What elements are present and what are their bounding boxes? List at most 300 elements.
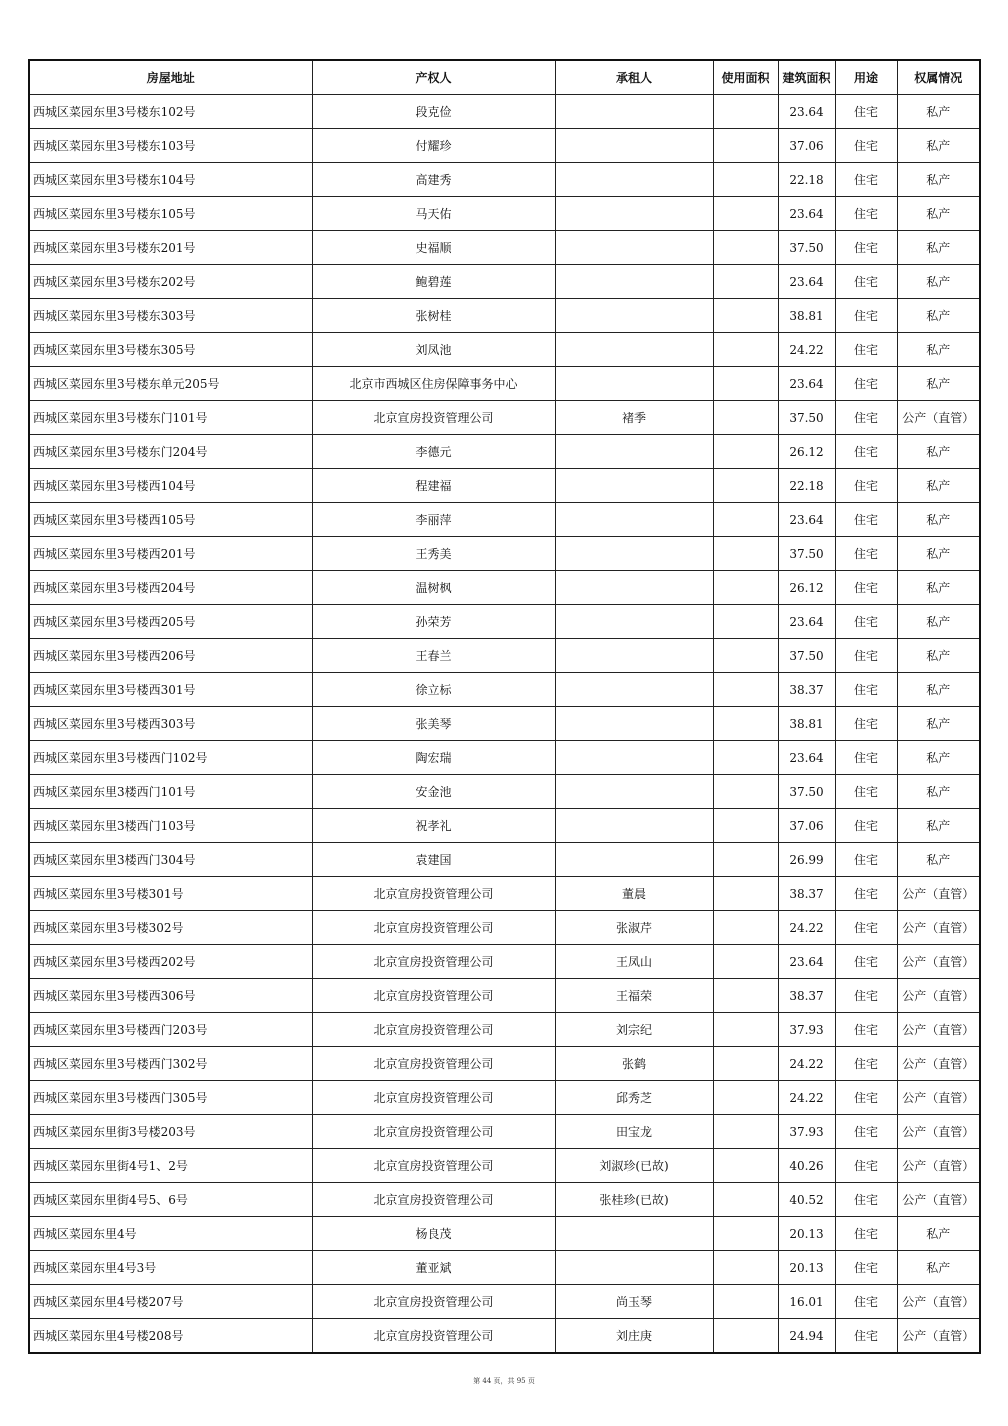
ownership-cell: 公产（直管）	[897, 1319, 980, 1354]
owner-cell: 王秀美	[312, 537, 555, 571]
table-row	[29, 945, 980, 979]
table-row	[29, 843, 980, 877]
ownership-cell: 私产	[897, 197, 980, 231]
table-row	[29, 1081, 980, 1115]
address-cell: 西城区菜园东里3号楼西301号	[29, 673, 312, 707]
owner-cell: 程建福	[312, 469, 555, 503]
owner-cell: 北京宣房投资管理公司	[312, 401, 555, 435]
address-cell: 西城区菜园东里3号楼西104号	[29, 469, 312, 503]
usage-cell: 住宅	[835, 945, 897, 979]
usage-cell: 住宅	[835, 1319, 897, 1354]
address-cell: 西城区菜园东里街4号1、2号	[29, 1149, 312, 1183]
ownership-cell: 私产	[897, 469, 980, 503]
owner-cell: 鲍碧莲	[312, 265, 555, 299]
owner-cell: 北京宣房投资管理公司	[312, 979, 555, 1013]
usage-cell: 住宅	[835, 1285, 897, 1319]
owner-cell: 徐立标	[312, 673, 555, 707]
usage-cell: 住宅	[835, 639, 897, 673]
tenant-cell	[555, 503, 713, 537]
tenant-cell: 刘宗纪	[555, 1013, 713, 1047]
tenant-cell	[555, 163, 713, 197]
usage-cell: 住宅	[835, 367, 897, 401]
owner-cell: 北京宣房投资管理公司	[312, 911, 555, 945]
address-cell: 西城区菜园东里4号	[29, 1217, 312, 1251]
address-cell: 西城区菜园东里3号楼西202号	[29, 945, 312, 979]
usage-cell: 住宅	[835, 163, 897, 197]
usage-cell: 住宅	[835, 1013, 897, 1047]
address-cell: 西城区菜园东里3号楼西303号	[29, 707, 312, 741]
table-row	[29, 163, 980, 197]
usable-area-cell	[713, 809, 778, 843]
usable-area-cell	[713, 1183, 778, 1217]
usage-cell: 住宅	[835, 537, 897, 571]
usable-area-cell	[713, 1081, 778, 1115]
ownership-cell: 私产	[897, 163, 980, 197]
tenant-cell: 王凤山	[555, 945, 713, 979]
usage-cell: 住宅	[835, 231, 897, 265]
usage-cell: 住宅	[835, 197, 897, 231]
tenant-cell	[555, 1217, 713, 1251]
table-row	[29, 741, 980, 775]
building-area-cell: 23.64	[778, 945, 835, 979]
owner-cell: 袁建国	[312, 843, 555, 877]
building-area-cell: 26.12	[778, 571, 835, 605]
tenant-cell	[555, 95, 713, 129]
building-area-cell: 38.81	[778, 299, 835, 333]
usable-area-cell	[713, 843, 778, 877]
address-cell: 西城区菜园东里3号楼西门102号	[29, 741, 312, 775]
tenant-cell: 董晨	[555, 877, 713, 911]
usable-area-cell	[713, 129, 778, 163]
address-cell: 西城区菜园东里3号楼西201号	[29, 537, 312, 571]
address-cell: 西城区菜园东里3号楼东门101号	[29, 401, 312, 435]
ownership-cell: 私产	[897, 605, 980, 639]
ownership-cell: 私产	[897, 843, 980, 877]
owner-cell: 李德元	[312, 435, 555, 469]
address-cell: 西城区菜园东里3号楼西306号	[29, 979, 312, 1013]
ownership-cell: 公产（直管）	[897, 1183, 980, 1217]
tenant-cell	[555, 197, 713, 231]
owner-cell: 段克俭	[312, 95, 555, 129]
usable-area-cell	[713, 979, 778, 1013]
building-area-cell: 23.64	[778, 605, 835, 639]
tenant-cell	[555, 707, 713, 741]
owner-cell: 史福顺	[312, 231, 555, 265]
usable-area-cell	[713, 231, 778, 265]
tenant-cell: 褚季	[555, 401, 713, 435]
usable-area-cell	[713, 435, 778, 469]
usage-cell: 住宅	[835, 1183, 897, 1217]
usable-area-cell	[713, 163, 778, 197]
tenant-cell: 刘庄庚	[555, 1319, 713, 1354]
usable-area-cell	[713, 571, 778, 605]
usable-area-cell	[713, 1217, 778, 1251]
tenant-cell	[555, 537, 713, 571]
usable-area-cell	[713, 537, 778, 571]
usable-area-cell	[713, 945, 778, 979]
usable-area-cell	[713, 367, 778, 401]
ownership-cell: 私产	[897, 1251, 980, 1285]
usable-area-cell	[713, 1047, 778, 1081]
building-area-cell: 23.64	[778, 265, 835, 299]
usable-area-cell	[713, 741, 778, 775]
owner-cell: 温树枫	[312, 571, 555, 605]
owner-cell: 孙荣芳	[312, 605, 555, 639]
tenant-cell	[555, 265, 713, 299]
table-row	[29, 1183, 980, 1217]
ownership-cell: 私产	[897, 367, 980, 401]
usable-area-cell	[713, 673, 778, 707]
address-cell: 西城区菜园东里3号楼西门302号	[29, 1047, 312, 1081]
tenant-cell: 张桂珍(已故)	[555, 1183, 713, 1217]
header-usable-area: 使用面积	[713, 60, 778, 95]
address-cell: 西城区菜园东里3号楼东202号	[29, 265, 312, 299]
usable-area-cell	[713, 95, 778, 129]
address-cell: 西城区菜园东里3号楼西门305号	[29, 1081, 312, 1115]
usage-cell: 住宅	[835, 1047, 897, 1081]
address-cell: 西城区菜园东里3号楼301号	[29, 877, 312, 911]
ownership-cell: 私产	[897, 809, 980, 843]
address-cell: 西城区菜园东里3号楼东单元205号	[29, 367, 312, 401]
owner-cell: 北京宣房投资管理公司	[312, 1013, 555, 1047]
address-cell: 西城区菜园东里3号楼东102号	[29, 95, 312, 129]
ownership-cell: 私产	[897, 775, 980, 809]
header-ownership: 权属情况	[897, 60, 980, 95]
building-area-cell: 40.52	[778, 1183, 835, 1217]
address-cell: 西城区菜园东里街3号楼203号	[29, 1115, 312, 1149]
table-row	[29, 469, 980, 503]
address-cell: 西城区菜园东里3号楼东103号	[29, 129, 312, 163]
building-area-cell: 26.99	[778, 843, 835, 877]
table-row	[29, 1319, 980, 1354]
tenant-cell	[555, 231, 713, 265]
ownership-cell: 私产	[897, 741, 980, 775]
usable-area-cell	[713, 1319, 778, 1354]
usable-area-cell	[713, 775, 778, 809]
tenant-cell	[555, 639, 713, 673]
ownership-cell: 私产	[897, 571, 980, 605]
ownership-cell: 公产（直管）	[897, 877, 980, 911]
usage-cell: 住宅	[835, 1251, 897, 1285]
usage-cell: 住宅	[835, 265, 897, 299]
ownership-cell: 私产	[897, 95, 980, 129]
ownership-cell: 公产（直管）	[897, 1047, 980, 1081]
tenant-cell: 尚玉琴	[555, 1285, 713, 1319]
building-area-cell: 20.13	[778, 1217, 835, 1251]
table-row	[29, 571, 980, 605]
owner-cell: 马天佑	[312, 197, 555, 231]
owner-cell: 北京宣房投资管理公司	[312, 877, 555, 911]
usage-cell: 住宅	[835, 571, 897, 605]
usage-cell: 住宅	[835, 1217, 897, 1251]
building-area-cell: 16.01	[778, 1285, 835, 1319]
building-area-cell: 23.64	[778, 197, 835, 231]
address-cell: 西城区菜园东里3号楼西门203号	[29, 1013, 312, 1047]
table-row	[29, 1217, 980, 1251]
owner-cell: 北京宣房投资管理公司	[312, 1081, 555, 1115]
ownership-cell: 私产	[897, 639, 980, 673]
usable-area-cell	[713, 707, 778, 741]
owner-cell: 北京宣房投资管理公司	[312, 1183, 555, 1217]
owner-cell: 陶宏瑞	[312, 741, 555, 775]
address-cell: 西城区菜园东里3楼西门101号	[29, 775, 312, 809]
ownership-cell: 私产	[897, 1217, 980, 1251]
usage-cell: 住宅	[835, 503, 897, 537]
usage-cell: 住宅	[835, 333, 897, 367]
tenant-cell	[555, 843, 713, 877]
table-row	[29, 877, 980, 911]
usage-cell: 住宅	[835, 605, 897, 639]
table-row	[29, 333, 980, 367]
table-row	[29, 1149, 980, 1183]
address-cell: 西城区菜园东里3楼西门103号	[29, 809, 312, 843]
header-address: 房屋地址	[29, 60, 312, 95]
tenant-cell	[555, 129, 713, 163]
table-row	[29, 911, 980, 945]
ownership-cell: 公产（直管）	[897, 1081, 980, 1115]
usable-area-cell	[713, 401, 778, 435]
address-cell: 西城区菜园东里3号楼西206号	[29, 639, 312, 673]
tenant-cell	[555, 605, 713, 639]
table-row	[29, 1115, 980, 1149]
table-row	[29, 265, 980, 299]
tenant-cell	[555, 673, 713, 707]
table-row	[29, 367, 980, 401]
building-area-cell: 40.26	[778, 1149, 835, 1183]
usage-cell: 住宅	[835, 299, 897, 333]
owner-cell: 北京宣房投资管理公司	[312, 1047, 555, 1081]
owner-cell: 杨良茂	[312, 1217, 555, 1251]
tenant-cell	[555, 775, 713, 809]
tenant-cell: 王福荣	[555, 979, 713, 1013]
owner-cell: 李丽萍	[312, 503, 555, 537]
tenant-cell	[555, 333, 713, 367]
tenant-cell: 田宝龙	[555, 1115, 713, 1149]
ownership-cell: 公产（直管）	[897, 1013, 980, 1047]
building-area-cell: 37.50	[778, 231, 835, 265]
table-body	[29, 95, 980, 1354]
table-row	[29, 1013, 980, 1047]
header-building-area: 建筑面积	[778, 60, 835, 95]
usable-area-cell	[713, 605, 778, 639]
tenant-cell	[555, 741, 713, 775]
ownership-cell: 公产（直管）	[897, 1149, 980, 1183]
owner-cell: 刘凤池	[312, 333, 555, 367]
usage-cell: 住宅	[835, 435, 897, 469]
usable-area-cell	[713, 1013, 778, 1047]
property-table	[28, 59, 981, 1354]
usable-area-cell	[713, 299, 778, 333]
table-row	[29, 707, 980, 741]
header-usage: 用途	[835, 60, 897, 95]
address-cell: 西城区菜园东里3号楼东305号	[29, 333, 312, 367]
building-area-cell: 37.50	[778, 537, 835, 571]
tenant-cell	[555, 571, 713, 605]
tenant-cell	[555, 299, 713, 333]
usage-cell: 住宅	[835, 1115, 897, 1149]
table-row	[29, 503, 980, 537]
tenant-cell: 张淑芹	[555, 911, 713, 945]
usage-cell: 住宅	[835, 95, 897, 129]
owner-cell: 北京宣房投资管理公司	[312, 1285, 555, 1319]
building-area-cell: 24.22	[778, 333, 835, 367]
usable-area-cell	[713, 1115, 778, 1149]
table-row	[29, 435, 980, 469]
header-owner: 产权人	[312, 60, 555, 95]
building-area-cell: 24.22	[778, 1081, 835, 1115]
ownership-cell: 公产（直管）	[897, 401, 980, 435]
table-row	[29, 673, 980, 707]
building-area-cell: 37.50	[778, 639, 835, 673]
building-area-cell: 23.64	[778, 741, 835, 775]
address-cell: 西城区菜园东里3号楼302号	[29, 911, 312, 945]
address-cell: 西城区菜园东里街4号5、6号	[29, 1183, 312, 1217]
address-cell: 西城区菜园东里3号楼西204号	[29, 571, 312, 605]
usable-area-cell	[713, 469, 778, 503]
usage-cell: 住宅	[835, 469, 897, 503]
table-row	[29, 605, 980, 639]
table-row	[29, 639, 980, 673]
usage-cell: 住宅	[835, 877, 897, 911]
building-area-cell: 37.50	[778, 775, 835, 809]
owner-cell: 张树桂	[312, 299, 555, 333]
tenant-cell	[555, 1251, 713, 1285]
building-area-cell: 24.94	[778, 1319, 835, 1354]
usable-area-cell	[713, 1251, 778, 1285]
usage-cell: 住宅	[835, 979, 897, 1013]
address-cell: 西城区菜园东里3号楼西205号	[29, 605, 312, 639]
usage-cell: 住宅	[835, 673, 897, 707]
building-area-cell: 26.12	[778, 435, 835, 469]
ownership-cell: 私产	[897, 707, 980, 741]
owner-cell: 王春兰	[312, 639, 555, 673]
address-cell: 西城区菜园东里4号楼208号	[29, 1319, 312, 1354]
page-footer: 第 44 页，共 95 页	[473, 1377, 535, 1385]
owner-cell: 安金池	[312, 775, 555, 809]
usable-area-cell	[713, 197, 778, 231]
header-tenant: 承租人	[555, 60, 713, 95]
usage-cell: 住宅	[835, 707, 897, 741]
usage-cell: 住宅	[835, 741, 897, 775]
usage-cell: 住宅	[835, 911, 897, 945]
ownership-cell: 公产（直管）	[897, 1115, 980, 1149]
building-area-cell: 37.93	[778, 1013, 835, 1047]
building-area-cell: 37.93	[778, 1115, 835, 1149]
table-row	[29, 1251, 980, 1285]
owner-cell: 高建秀	[312, 163, 555, 197]
ownership-cell: 私产	[897, 231, 980, 265]
address-cell: 西城区菜园东里4号3号	[29, 1251, 312, 1285]
address-cell: 西城区菜园东里4号楼207号	[29, 1285, 312, 1319]
building-area-cell: 37.50	[778, 401, 835, 435]
tenant-cell	[555, 367, 713, 401]
building-area-cell: 37.06	[778, 129, 835, 163]
usage-cell: 住宅	[835, 1149, 897, 1183]
table-row	[29, 1047, 980, 1081]
ownership-cell: 私产	[897, 673, 980, 707]
address-cell: 西城区菜园东里3号楼东门204号	[29, 435, 312, 469]
usable-area-cell	[713, 265, 778, 299]
address-cell: 西城区菜园东里3号楼东105号	[29, 197, 312, 231]
table-row	[29, 129, 980, 163]
table-row	[29, 1285, 980, 1319]
table-row	[29, 197, 980, 231]
usable-area-cell	[713, 333, 778, 367]
owner-cell: 北京宣房投资管理公司	[312, 1319, 555, 1354]
address-cell: 西城区菜园东里3号楼西105号	[29, 503, 312, 537]
building-area-cell: 37.06	[778, 809, 835, 843]
building-area-cell: 38.37	[778, 979, 835, 1013]
table-row	[29, 809, 980, 843]
address-cell: 西城区菜园东里3号楼东104号	[29, 163, 312, 197]
usage-cell: 住宅	[835, 1081, 897, 1115]
owner-cell: 董亚斌	[312, 1251, 555, 1285]
table-row	[29, 231, 980, 265]
table-row	[29, 95, 980, 129]
building-area-cell: 20.13	[778, 1251, 835, 1285]
owner-cell: 张美琴	[312, 707, 555, 741]
table-row	[29, 775, 980, 809]
building-area-cell: 24.22	[778, 911, 835, 945]
building-area-cell: 23.64	[778, 95, 835, 129]
ownership-cell: 公产（直管）	[897, 979, 980, 1013]
ownership-cell: 私产	[897, 333, 980, 367]
usable-area-cell	[713, 911, 778, 945]
table-row	[29, 401, 980, 435]
owner-cell: 北京宣房投资管理公司	[312, 1149, 555, 1183]
ownership-cell: 私产	[897, 129, 980, 163]
building-area-cell: 22.18	[778, 469, 835, 503]
ownership-cell: 私产	[897, 299, 980, 333]
ownership-cell: 私产	[897, 265, 980, 299]
table-row	[29, 537, 980, 571]
building-area-cell: 23.64	[778, 503, 835, 537]
usable-area-cell	[713, 503, 778, 537]
usage-cell: 住宅	[835, 401, 897, 435]
tenant-cell: 邱秀芝	[555, 1081, 713, 1115]
building-area-cell: 24.22	[778, 1047, 835, 1081]
owner-cell: 北京宣房投资管理公司	[312, 945, 555, 979]
ownership-cell: 私产	[897, 503, 980, 537]
usable-area-cell	[713, 877, 778, 911]
ownership-cell: 私产	[897, 435, 980, 469]
address-cell: 西城区菜园东里3号楼东201号	[29, 231, 312, 265]
ownership-cell: 公产（直管）	[897, 1285, 980, 1319]
usage-cell: 住宅	[835, 129, 897, 163]
owner-cell: 祝孝礼	[312, 809, 555, 843]
ownership-cell: 公产（直管）	[897, 911, 980, 945]
address-cell: 西城区菜园东里3号楼东303号	[29, 299, 312, 333]
building-area-cell: 38.37	[778, 673, 835, 707]
usage-cell: 住宅	[835, 775, 897, 809]
tenant-cell: 刘淑珍(已故)	[555, 1149, 713, 1183]
owner-cell: 北京市西城区住房保障事务中心	[312, 367, 555, 401]
tenant-cell	[555, 809, 713, 843]
owner-cell: 北京宣房投资管理公司	[312, 1115, 555, 1149]
building-area-cell: 23.64	[778, 367, 835, 401]
tenant-cell	[555, 435, 713, 469]
owner-cell: 付耀珍	[312, 129, 555, 163]
ownership-cell: 私产	[897, 537, 980, 571]
tenant-cell	[555, 469, 713, 503]
usable-area-cell	[713, 1149, 778, 1183]
building-area-cell: 38.81	[778, 707, 835, 741]
usage-cell: 住宅	[835, 843, 897, 877]
usable-area-cell	[713, 1285, 778, 1319]
table-row	[29, 299, 980, 333]
usage-cell: 住宅	[835, 809, 897, 843]
building-area-cell: 38.37	[778, 877, 835, 911]
